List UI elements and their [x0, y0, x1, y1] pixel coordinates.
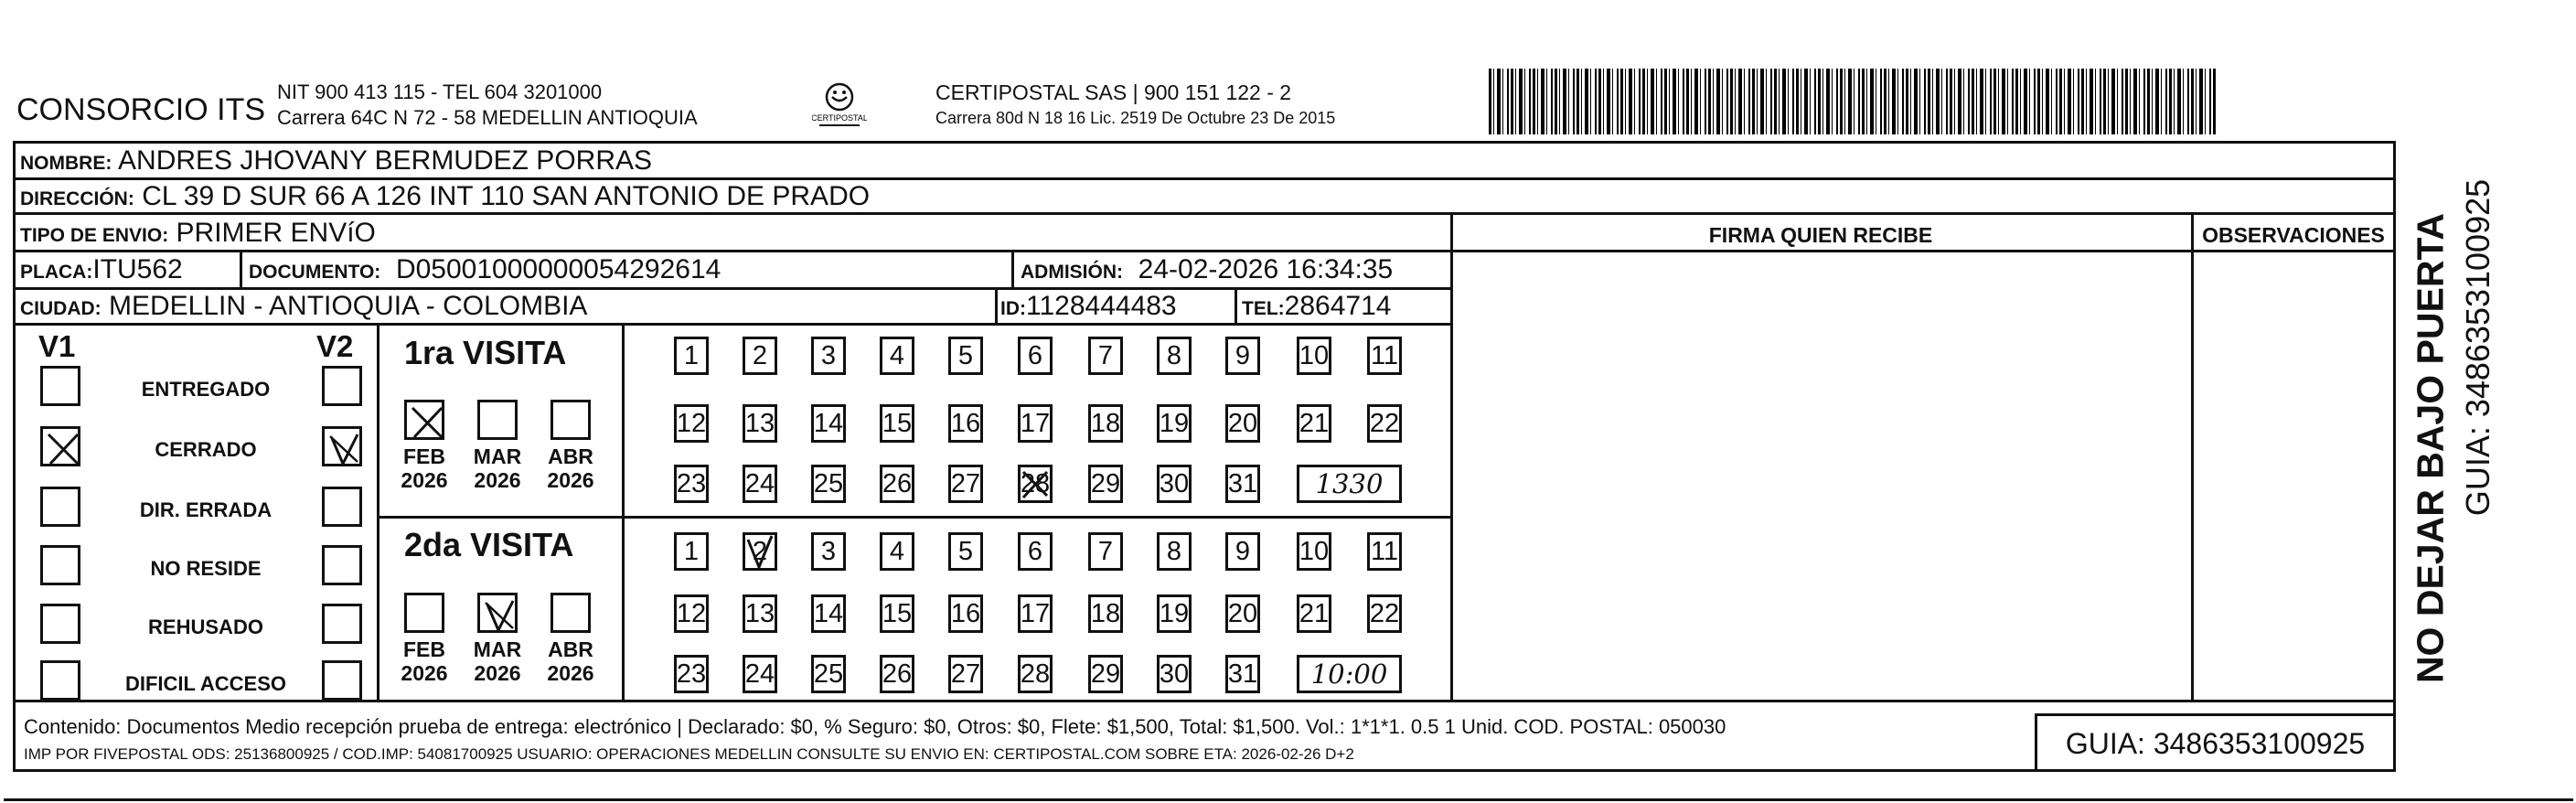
visit1-day-cell[interactable]: [1225, 337, 1260, 375]
id-row: ID:1128444483: [1000, 291, 1177, 321]
visit1-day-cell[interactable]: [1225, 465, 1260, 503]
visit1-time-box[interactable]: [1297, 465, 1402, 503]
visit1-day-number: 24: [744, 468, 775, 498]
visit1-day-cell[interactable]: [674, 337, 709, 375]
visit1-day-cell[interactable]: [743, 465, 777, 503]
visit2-day-number: 23: [676, 658, 707, 689]
visit1-day-number: 28: [1020, 468, 1051, 498]
carrier-name: CERTIPOSTAL SAS | 900 151 122 - 2: [935, 80, 1292, 104]
status-label: DIFICIL ACCESO: [124, 672, 286, 695]
status-label: REHUSADO: [148, 616, 263, 638]
visit2-day-cell[interactable]: [1225, 655, 1260, 693]
visit1-month-year: 2026: [474, 467, 521, 492]
visit2-day-number: 22: [1369, 598, 1400, 628]
status-v1-checkbox[interactable]: [40, 487, 80, 527]
visit1-month-year: 2026: [401, 467, 448, 492]
visit2-month-checkbox[interactable]: [404, 593, 444, 633]
visit2-day-number: 7: [1097, 536, 1114, 566]
visit1-day-number: 20: [1227, 408, 1258, 438]
visit2-day-cell[interactable]: [743, 655, 777, 693]
visit1-month-checkbox[interactable]: [550, 400, 591, 440]
visit2-month-label: [543, 638, 598, 686]
visit2-day-number: 25: [813, 658, 844, 689]
visit1-day-number: 15: [882, 408, 913, 438]
visit2-day-number: 9: [1235, 536, 1251, 566]
visit1-day-number: 5: [957, 340, 974, 370]
visit1-day-number: 9: [1235, 340, 1251, 370]
visit1-day-cell[interactable]: [1367, 337, 1402, 375]
visit2-day-number: 10: [1299, 536, 1330, 566]
carrier-license: Carrera 80d N 18 16 Lic. 2519 De Octubre 23 De 2015: [935, 109, 1336, 127]
visit2-day-cell[interactable]: [674, 594, 709, 633]
visit2-day-number: 3: [820, 536, 837, 566]
visit1-day-cell[interactable]: [1297, 404, 1331, 443]
visit1-day-cell[interactable]: [1157, 337, 1192, 375]
visit2-day-mark: [743, 532, 777, 571]
visit2-day-cell[interactable]: [948, 594, 983, 633]
status-label: CERRADO: [155, 438, 257, 461]
visit2-day-cell[interactable]: [948, 532, 983, 571]
visit2-day-number: 11: [1370, 536, 1399, 566]
visit1-day-cell[interactable]: [1367, 404, 1402, 443]
visit1-day-number: 2: [752, 340, 768, 370]
visit1-day-number: 23: [676, 468, 707, 498]
visit1-day-number: 6: [1027, 340, 1043, 370]
visit1-day-number: 19: [1159, 408, 1190, 438]
visit2-day-cell[interactable]: [1018, 655, 1053, 693]
visit2-day-cell[interactable]: [1157, 655, 1192, 693]
status-v1-checkbox[interactable]: [40, 604, 80, 644]
visit1-day-cell[interactable]: [1088, 404, 1123, 443]
visit2-day-number: 31: [1227, 658, 1258, 689]
visit1-month-label: [470, 445, 525, 493]
visit2-day-number: 8: [1166, 536, 1182, 566]
visit2-day-cell[interactable]: [880, 655, 914, 693]
status-label: DIR. ERRADA: [139, 498, 273, 521]
visit1-day-cell[interactable]: [743, 404, 777, 443]
visit2-day-cell[interactable]: [1367, 594, 1402, 633]
visit1-day-number: 21: [1299, 408, 1330, 438]
visit1-day-number: 13: [744, 408, 775, 438]
visit1-day-cell[interactable]: [743, 337, 777, 375]
visit2-title: 2da VISITA: [404, 526, 574, 563]
visit2-month-year: 2026: [401, 660, 448, 685]
visit1-day-number: 11: [1370, 340, 1399, 370]
status-v1-checkbox[interactable]: [40, 545, 80, 585]
visit2-month-year: 2026: [474, 660, 521, 685]
address-row: DIRECCIÓN: CL 39 D SUR 66 A 126 INT 110 SAN ANTONIO DE PRADO: [20, 181, 871, 211]
status-v1-checkbox[interactable]: [40, 660, 80, 701]
signature-area[interactable]: [1454, 253, 2189, 699]
status-v2-checkbox[interactable]: [322, 366, 362, 406]
visit2-month-year: 2026: [547, 660, 594, 685]
document-value: D05001000000054292614: [395, 254, 721, 284]
status-v1-checkbox[interactable]: [40, 426, 80, 466]
visit2-day-number: 26: [882, 658, 913, 689]
visit2-day-number: 1: [683, 536, 700, 566]
visit2-day-number: 14: [813, 598, 844, 628]
visit2-day-cell[interactable]: [1088, 655, 1123, 693]
visit1-day-cell[interactable]: [880, 337, 914, 375]
visit2-day-cell[interactable]: [948, 655, 983, 693]
observations-label: OBSERVACIONES: [2202, 223, 2385, 247]
visit1-day-cell[interactable]: [674, 465, 709, 503]
visit2-day-number: 27: [950, 658, 981, 689]
status-v2-checkbox[interactable]: [322, 426, 362, 466]
visit2-day-cell[interactable]: [811, 594, 846, 633]
visit2-day-cell[interactable]: [674, 532, 709, 571]
footer-guia: GUIA: 3486353100925: [2065, 727, 2366, 760]
visit2-day-cell[interactable]: [743, 594, 777, 633]
visit1-day-cell[interactable]: [880, 465, 914, 503]
visit1-day-cell[interactable]: [811, 337, 846, 375]
footer-contents: Contenido: Documentos Medio recepción prueba de entrega: electrónico | Declarado: $0, % Seguro: $0, Otros: $0, Flete: $1,500, Total: $1,500. Vol.: 1*1*1. 0.5 1 Unid. COD. POSTAL: 050030: [24, 715, 1726, 738]
visit2-day-cell[interactable]: [1018, 532, 1053, 571]
visit1-day-number: 31: [1227, 468, 1258, 498]
visit2-day-number: 29: [1090, 658, 1121, 689]
status-v2-checkbox[interactable]: [322, 660, 362, 701]
status-label: NO RESIDE: [150, 557, 262, 580]
visit2-day-cell[interactable]: [1157, 532, 1192, 571]
visit2-day-cell[interactable]: [1088, 594, 1123, 633]
visit2-day-number: 2: [752, 536, 768, 566]
visit2-day-cell[interactable]: [1297, 532, 1331, 571]
visit2-day-cell[interactable]: [674, 655, 709, 693]
visit1-month-name: ABR: [548, 444, 593, 468]
visit1-day-cell[interactable]: [1157, 404, 1192, 443]
visit1-day-number: 22: [1369, 408, 1400, 438]
admission-value: 24-02-2026 16:34:35: [1138, 254, 1394, 284]
footer-imp: IMP POR FIVEPOSTAL ODS: 25136800925 / COD.IMP: 54081700925 USUARIO: OPERACIONES MEDELLIN CONSULTE SU ENVIO EN: CERTIPOSTAL.COM SOBRE ETA: 2026-02-26 D+2: [24, 745, 1354, 763]
visit1-day-cell[interactable]: [1018, 337, 1053, 375]
visit2-day-cell[interactable]: [880, 532, 914, 571]
status-v1-checkbox[interactable]: [40, 366, 80, 406]
visit2-day-number: 24: [744, 658, 775, 689]
visit1-month-name: FEB: [403, 444, 445, 468]
visit1-day-number: 30: [1159, 468, 1190, 498]
status-v2-checkbox[interactable]: [322, 487, 362, 527]
observations-area[interactable]: [2195, 253, 2394, 699]
recipient-address: CL 39 D SUR 66 A 126 INT 110 SAN ANTONIO DE PRADO: [142, 181, 871, 211]
tel-row: TEL:2864714: [1242, 291, 1392, 321]
company-name: CONSORCIO ITS: [16, 92, 266, 127]
shipment-type: PRIMER ENVíO: [176, 218, 376, 248]
visit2-month-checkbox[interactable]: [477, 593, 518, 633]
visit2-day-number: 4: [889, 536, 905, 566]
visit2-day-number: 21: [1299, 598, 1330, 628]
status-v2-checkbox[interactable]: [322, 604, 362, 644]
visit1-day-number: 3: [820, 340, 837, 370]
status-v2-checkbox[interactable]: [322, 545, 362, 585]
visit2-day-number: 18: [1090, 598, 1121, 628]
visit1-day-cell[interactable]: [811, 404, 846, 443]
visit1-day-number: 1: [683, 340, 700, 370]
visit1-time-value: 1330: [1315, 468, 1384, 499]
visit2-day-number: 19: [1159, 598, 1190, 628]
id-value: 1128444483: [1026, 291, 1177, 321]
admission-row: ADMISIÓN: 24-02-2026 16:34:35: [1021, 254, 1394, 284]
certipostal-logo: [812, 80, 867, 130]
city-row: CIUDAD: MEDELLIN - ANTIOQUIA - COLOMBIA: [20, 291, 588, 321]
visit2-day-cell[interactable]: [1088, 532, 1123, 571]
visit1-day-number: 4: [889, 340, 905, 370]
visit1-day-cell[interactable]: [1225, 404, 1260, 443]
visit1-day-number: 18: [1090, 408, 1121, 438]
visit2-day-number: 30: [1159, 658, 1190, 689]
visit1-day-cell[interactable]: [674, 404, 709, 443]
visit1-day-cell[interactable]: [1018, 465, 1053, 503]
svg-text:CERTIPOSTAL: CERTIPOSTAL: [812, 113, 867, 123]
city-value: MEDELLIN - ANTIOQUIA - COLOMBIA: [109, 291, 588, 321]
visit1-day-cell[interactable]: [880, 404, 914, 443]
visit1-day-cell[interactable]: [948, 465, 983, 503]
type-row: TIPO DE ENVIO: PRIMER ENVíO: [20, 218, 376, 248]
visit1-day-number: 27: [950, 468, 981, 498]
visit2-day-cell[interactable]: [1225, 532, 1260, 571]
visit1-day-number: 12: [676, 408, 707, 438]
side-guia: GUIA: 3486353100925: [2459, 178, 2496, 517]
visit2-day-number: 28: [1020, 658, 1051, 689]
plate-value: ITU562: [92, 254, 183, 284]
visit1-day-number: 26: [882, 468, 913, 498]
visit2-day-number: 13: [744, 598, 775, 628]
visit2-month-name: MAR: [473, 637, 522, 661]
visit1-month-label: [543, 445, 598, 493]
visit2-month-checkbox[interactable]: [550, 593, 591, 633]
visit2-day-cell[interactable]: [1018, 594, 1053, 633]
company-address: Carrera 64C N 72 - 58 MEDELLIN ANTIOQUIA: [277, 106, 698, 129]
visit2-day-cell[interactable]: [880, 594, 914, 633]
visit2-month-label: [397, 638, 452, 686]
visit2-day-cell[interactable]: [1297, 594, 1331, 633]
visit1-title: 1ra VISITA: [404, 334, 567, 371]
status-label: ENTREGADO: [141, 378, 271, 401]
recipient-name: ANDRES JHOVANY BERMUDEZ PORRAS: [118, 145, 653, 176]
visit1-day-number: 17: [1020, 408, 1051, 438]
visit1-day-cell[interactable]: [1157, 465, 1192, 503]
visit1-day-cell[interactable]: [1088, 337, 1123, 375]
visit1-day-number: 8: [1166, 340, 1182, 370]
visit2-day-number: 16: [950, 598, 981, 628]
visit1-day-cell[interactable]: [811, 465, 846, 503]
visit1-day-cell[interactable]: [1297, 337, 1331, 375]
visit2-month-name: ABR: [548, 637, 593, 661]
visit1-day-number: 14: [813, 408, 844, 438]
visit1-day-cell[interactable]: [948, 404, 983, 443]
visit1-month-year: 2026: [547, 467, 594, 492]
visit2-day-cell[interactable]: [1225, 594, 1260, 633]
visit1-day-cell[interactable]: [1088, 465, 1123, 503]
visit1-day-cell[interactable]: [1018, 404, 1053, 443]
visit1-month-checkbox[interactable]: [477, 400, 518, 440]
visit2-time-box[interactable]: [1297, 655, 1402, 693]
visit2-day-number: 20: [1227, 598, 1258, 628]
barcode: [1489, 69, 2218, 134]
company-nit: NIT 900 413 115 - TEL 604 3201000: [277, 80, 603, 103]
visit2-day-number: 5: [957, 536, 974, 566]
visit2-day-cell[interactable]: [1367, 532, 1402, 571]
visit1-day-number: 29: [1090, 468, 1121, 498]
visit2-day-number: 12: [676, 598, 707, 628]
no-dejar-warning: NO DEJAR BAJO PUERTA: [2409, 212, 2452, 684]
visit2-day-cell[interactable]: [743, 532, 777, 571]
visit2-day-number: 15: [882, 598, 913, 628]
visit1-month-label: [397, 445, 452, 493]
visit2-month-name: FEB: [403, 637, 445, 661]
visit2-day-number: 6: [1027, 536, 1043, 566]
visit1-day-number: 25: [813, 468, 844, 498]
visit1-day-number: 16: [950, 408, 981, 438]
visit2-day-number: 17: [1020, 598, 1051, 628]
visit2-day-cell[interactable]: [811, 532, 846, 571]
visit1-month-checkbox[interactable]: [404, 400, 444, 440]
v1-header: V1: [38, 329, 76, 363]
name-row: NOMBRE: ANDRES JHOVANY BERMUDEZ PORRAS: [20, 145, 653, 176]
visit1-month-name: MAR: [473, 444, 522, 468]
visit2-month-label: [470, 638, 525, 686]
document-row: DOCUMENTO: D05001000000054292614: [249, 254, 721, 284]
visit2-day-cell[interactable]: [811, 655, 846, 693]
visit1-day-number: 10: [1299, 340, 1330, 370]
visit2-day-cell[interactable]: [1157, 594, 1192, 633]
visit1-day-mark: [1018, 465, 1053, 503]
tel-value: 2864714: [1284, 291, 1392, 321]
visit1-day-number: 7: [1097, 340, 1114, 370]
v2-header: V2: [316, 329, 354, 363]
visit2-time-value: 10:00: [1310, 658, 1388, 690]
signature-label: FIRMA QUIEN RECIBE: [1708, 223, 1933, 247]
visit1-day-cell[interactable]: [948, 337, 983, 375]
plate-row: PLACA:ITU562: [20, 254, 183, 284]
